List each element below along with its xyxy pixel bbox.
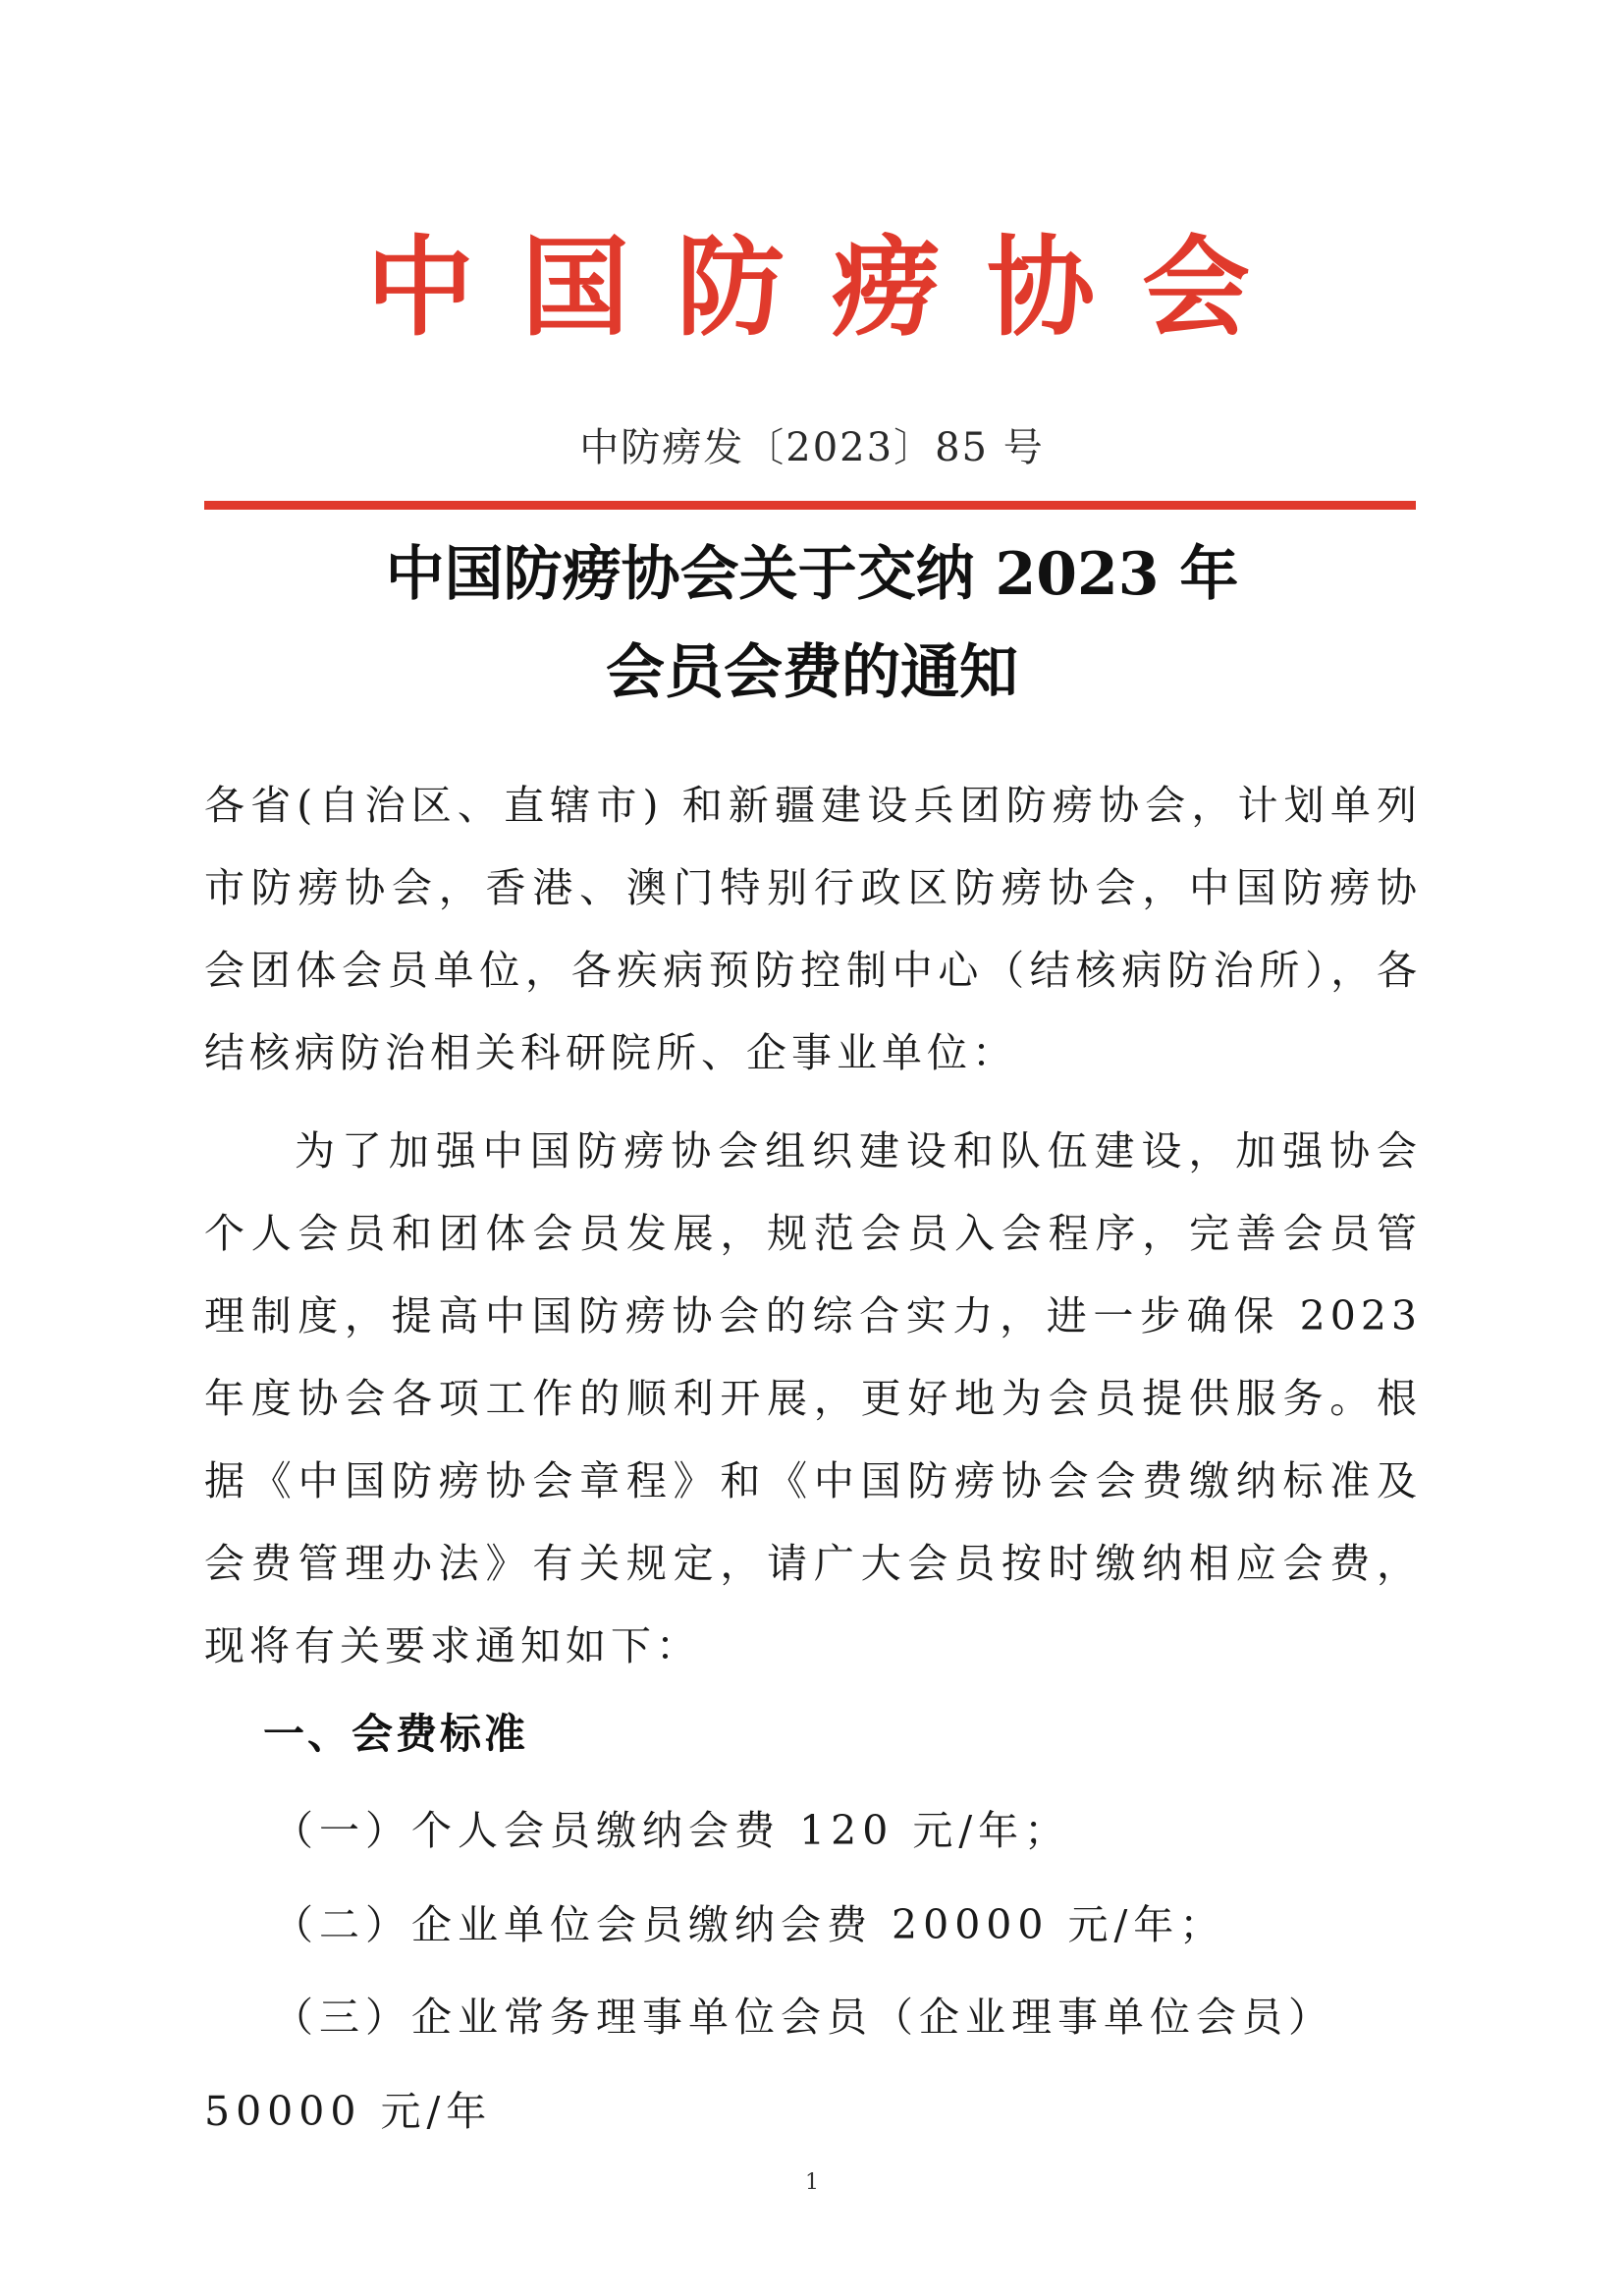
addressee-paragraph: 各省(自治区、直辖市) 和新疆建设兵团防痨协会，计划单列市防痨协会，香港、澳门特别行政区防痨协会，中国防痨协会团体会员单位，各疾病预防控制中心（结核病防治所），各结核病防治相关科研院所、企事业单位： [204, 782, 1422, 1076]
notice-title-line-1: 中国防痨协会关于交纳 2023 年 [385, 540, 1239, 609]
fee-item-1: （一）个人会员缴纳会费 120 元/年； [273, 1807, 1071, 1854]
section-heading-fee-standard: 一、会费标准 [263, 1710, 529, 1758]
document-number: 中防痨发〔2023〕85 号 [579, 425, 1045, 470]
notice-title-line-2: 会员会费的通知 [606, 638, 1018, 707]
red-divider-line [204, 501, 1416, 510]
page-number: 1 [805, 2170, 819, 2195]
body-paragraph-1: 为了加强中国防痨协会组织建设和队伍建设，加强协会个人会员和团体会员发展，规范会员入会程序，完善会员管理制度，提高中国防痨协会的综合实力，进一步确保 2023 年度协会各项工作的顺利开展，更好地为会员提供服务。根据《中国防痨协会章程》和《中国防痨协会会费缴纳标准及会费管理办法》有关规定，请广大会员按时缴纳相应会费，现将有关要求通知如下： [204, 1127, 1422, 1669]
organization-letterhead: 中国防痨协会 [366, 225, 1297, 351]
fee-item-3: （三）企业常务理事单位会员（企业理事单位会员）50000 元/年 [204, 1994, 1334, 2135]
fee-item-2: （二）企业单位会员缴纳会费 20000 元/年； [273, 1901, 1226, 1948]
